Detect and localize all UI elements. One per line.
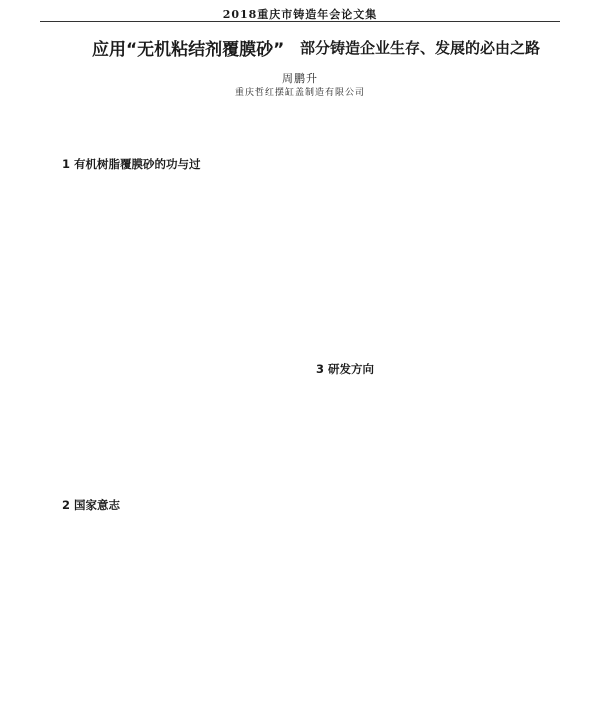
section-heading-2: 2 国家意志 [62,498,121,512]
paper-title: 应用“无机粘结剂覆膜砂” [92,40,285,60]
author-name: 周鹏升 [282,72,318,85]
section-heading-3: 3 研发方向 [316,362,375,376]
section-heading-1: 1 有机树脂覆膜砂的功与过 [62,157,201,171]
header-divider [40,21,560,22]
author-affiliation: 重庆哲红摆缸盖制造有限公司 [234,88,365,98]
running-head: 2018重庆市铸造年会论文集 [222,8,378,21]
paper-subtitle: 部分铸造企业生存、发展的必由之路 [300,39,541,57]
